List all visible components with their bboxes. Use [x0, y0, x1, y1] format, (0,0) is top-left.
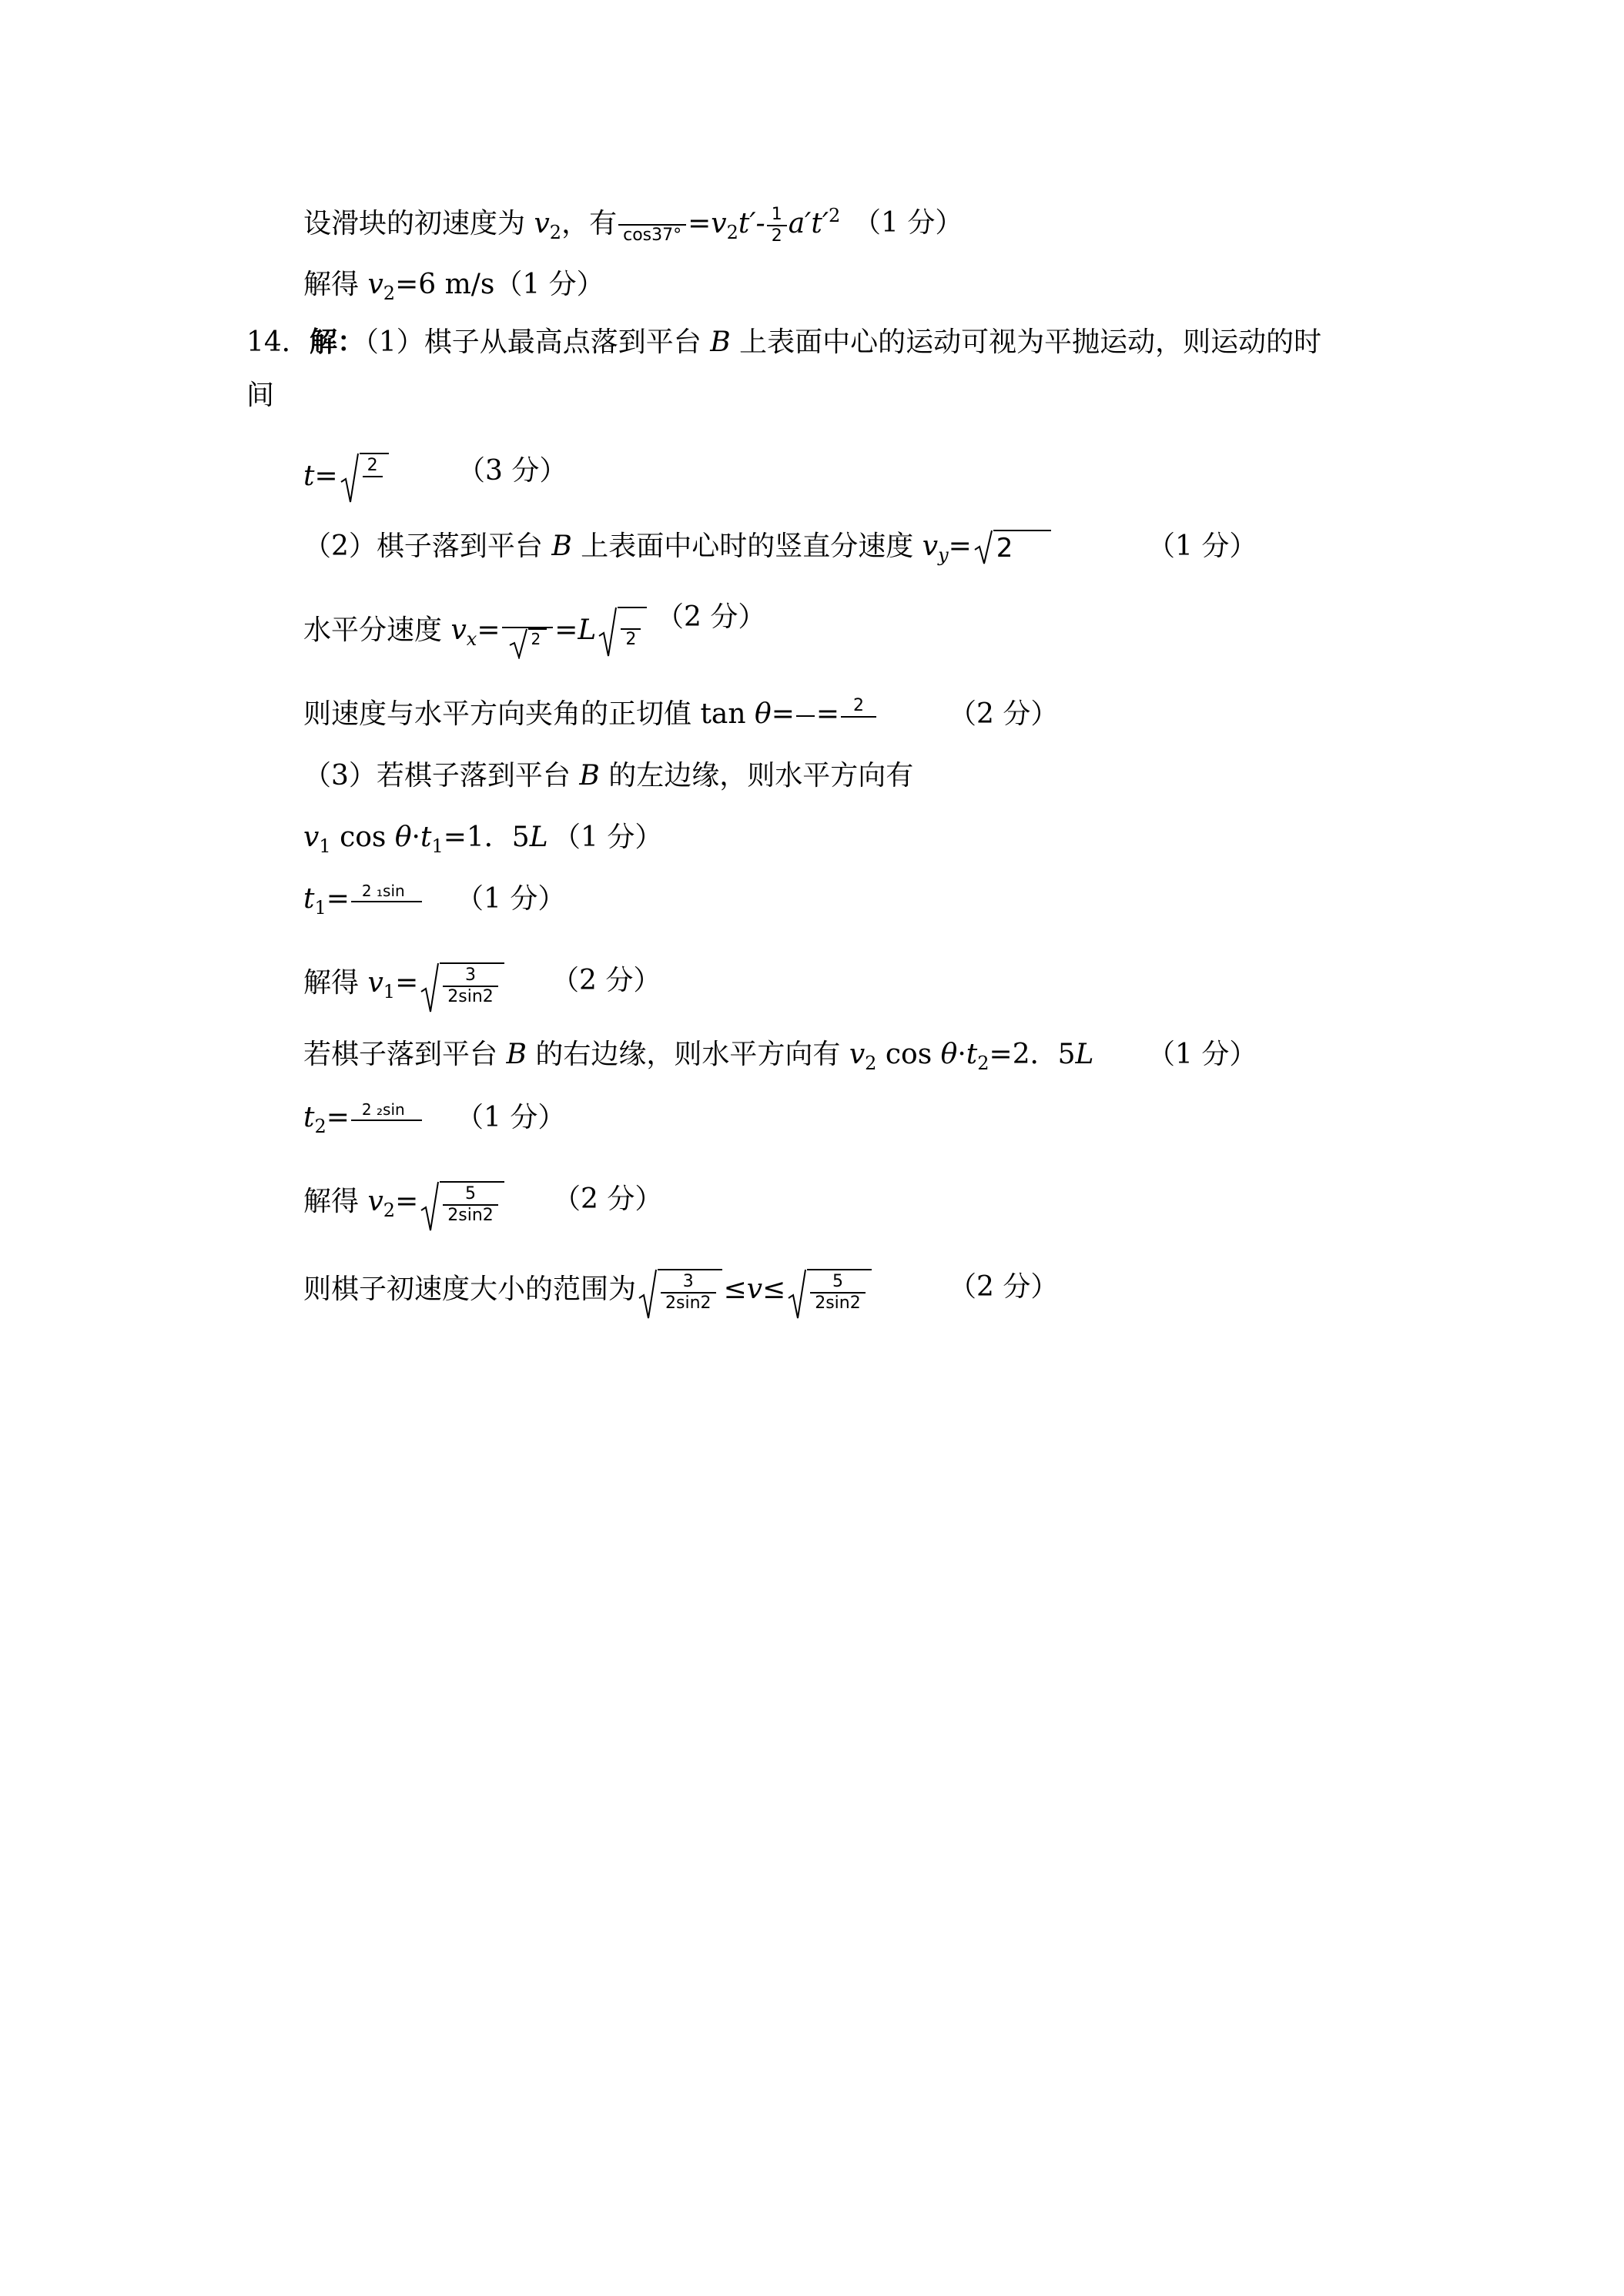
sqrt-v1: $\frac{3}{2\sin 2}$ — [420, 962, 504, 1007]
sqrt-vy: 2 — [973, 530, 1052, 567]
fraction-t1: 2 ₁sin — [351, 881, 422, 921]
radical-sign-icon — [638, 1269, 658, 1320]
radical-sign-icon — [420, 1181, 440, 1232]
score-l13: （1 分） — [1147, 1039, 1257, 1070]
line-result-v1: 解得 $v_1=$ $\frac{3}{2\sin 2}$ — [303, 962, 506, 1007]
line-continuation: 间 — [246, 380, 275, 411]
line-t1-formula: $t_1=$ 2 ₁sin — [303, 881, 424, 921]
line-horizontal-velocity: 水平分速度 $v_x=$ 2 =L 2 — [303, 607, 648, 658]
line-vertical-velocity: （2）棋子落到平台 B 上表面中心时的竖直分速度 $v_y=$ 2 — [303, 528, 1053, 567]
sqrt-vx-den: 2 — [508, 628, 547, 658]
fraction-half: $\frac{1}{2}$ — [767, 205, 787, 246]
fraction-cos37: cos37° — [618, 206, 686, 246]
score-l8: （2 分） — [949, 698, 1059, 730]
score-l5: （3 分） — [457, 455, 568, 487]
score-l1: （1 分） — [853, 207, 963, 239]
fraction-t2: 2 ₂sin — [351, 1099, 422, 1140]
score-l16: （2 分） — [949, 1271, 1059, 1303]
line-time-formula: t= 2 — [303, 453, 390, 504]
line-result-v2: 解得 $v_2=6$ m/s（1 分） — [303, 269, 604, 304]
score-l11: （1 分） — [456, 883, 566, 915]
radical-sign-icon — [787, 1269, 807, 1320]
sqrt-v2: $\frac{5}{2\sin 2}$ — [420, 1181, 504, 1226]
score-l6: （1 分） — [1147, 530, 1257, 562]
line-question-14: 14．解：（1）棋子从最高点落到平台 B 上表面中心的运动可视为平抛运动，则运动的时 — [246, 326, 1322, 358]
line-speed-range: 则棋子初速度大小的范围为 $\frac{3}{2\sin 2}$ ≤v≤ $\frac{5}{2\sin 2}$ — [303, 1269, 873, 1314]
score-l10: （1 分） — [553, 822, 663, 853]
radical-sign-icon — [340, 453, 360, 504]
line-left-horizontal-eq: $v_1$ $\cos \theta\cdot t_1=1$．5L — [303, 822, 548, 857]
sqrt-range-min: $\frac{3}{2\sin 2}$ — [638, 1269, 722, 1314]
sqrt-range-max: $\frac{5}{2\sin 2}$ — [787, 1269, 872, 1314]
radical-sign-icon — [420, 962, 440, 1013]
line-t2-formula: $t_2=$ 2 ₂sin — [303, 1099, 424, 1140]
line-result-v2-edge: 解得 $v_2=$ $\frac{5}{2\sin 2}$ — [303, 1181, 506, 1226]
line-right-edge-case: 若棋子落到平台 B 的右边缘，则水平方向有 $v_2$ $\cos \theta\cdot t_2=2$．5L — [303, 1039, 1094, 1074]
fraction-vx — [502, 624, 554, 658]
sqrt-time: 2 — [340, 453, 389, 504]
sqrt-vx-result: 2 — [598, 607, 647, 658]
question-number: 14． — [246, 326, 310, 358]
fraction-tan-1 — [796, 697, 815, 735]
line-initial-speed-equation: 设滑块的初速度为 $v_2$，有 cos37° $=v_2t'-$ $\frac{1}{2}$ $a't'^2$ — [303, 205, 841, 246]
solution-label: 解： — [309, 326, 365, 358]
radical-sign-icon — [598, 607, 618, 658]
radical-sign-icon — [508, 628, 528, 659]
score-l14: （1 分） — [456, 1102, 566, 1133]
line-tangent: 则速度与水平方向夹角的正切值 tan θ= = 2 — [303, 696, 878, 736]
radical-sign-icon — [973, 530, 993, 565]
score-l12: （2 分） — [551, 965, 661, 996]
score-l15: （2 分） — [553, 1183, 663, 1215]
line-left-edge-case: （3）若棋子落到平台 B 的左边缘，则水平方向有 — [303, 760, 914, 792]
fraction-tan-2: 2 — [841, 696, 876, 736]
score-l7: （2 分） — [656, 601, 766, 633]
